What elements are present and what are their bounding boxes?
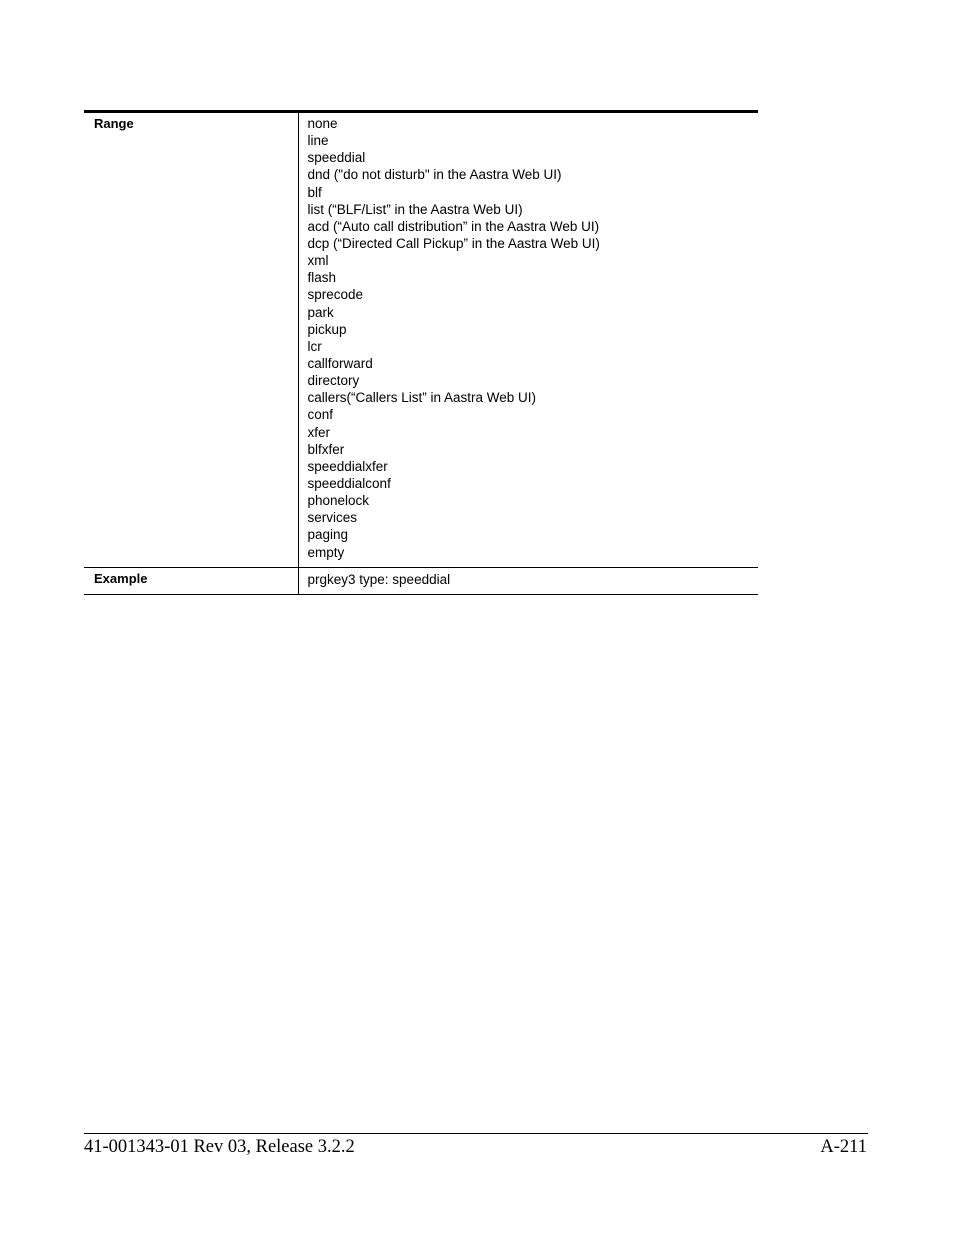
- range-value-item: blf: [307, 184, 322, 200]
- range-value-item: dcp (“Directed Call Pickup” in the Aastra Web UI): [307, 235, 600, 251]
- range-value-item: none: [307, 116, 338, 131]
- range-value-item: speeddialxfer: [307, 458, 388, 474]
- range-value-item: directory: [307, 373, 360, 389]
- range-value-item: callforward: [307, 355, 373, 371]
- range-values-cell: [298, 112, 758, 568]
- range-value-item: speeddialconf: [307, 475, 391, 491]
- range-value-item: phonelock: [307, 493, 370, 509]
- footer-document-id: 41-001343-01 Rev 03, Release 3.2.2: [84, 1137, 355, 1157]
- footer-page-number: A-211: [820, 1137, 867, 1157]
- range-value-item: list (“BLF/List” in the Aastra Web UI): [307, 201, 523, 217]
- range-value-item: services: [307, 510, 358, 526]
- range-value-item: conf: [307, 407, 334, 423]
- range-values-list: [308, 115, 759, 561]
- range-value-item: blfxfer: [307, 441, 345, 457]
- range-value-item: empty: [307, 544, 345, 560]
- example-value: prgkey3 type: speeddial: [298, 567, 758, 594]
- range-value-item: lcr: [307, 338, 322, 354]
- parameter-table: [84, 110, 758, 595]
- range-value-item: sprecode: [307, 287, 364, 303]
- range-value-item: acd (“Auto call distribution” in the Aastra Web UI): [307, 218, 600, 234]
- range-value-item: dnd ("do not disturb" in the Aastra Web UI): [307, 167, 562, 183]
- range-label: Range: [84, 112, 298, 568]
- range-value-item: callers(“Callers List” in Aastra Web UI): [307, 390, 537, 406]
- range-value-item: xml: [307, 253, 329, 269]
- range-value-item: pickup: [307, 321, 347, 337]
- range-value-item: speeddial: [307, 150, 366, 166]
- example-label: Example: [84, 567, 298, 594]
- range-value-item: flash: [307, 270, 337, 286]
- range-value-item: park: [307, 304, 334, 320]
- range-value-item: paging: [307, 527, 349, 543]
- footer-divider: [84, 1133, 868, 1134]
- example-row: [84, 567, 758, 594]
- range-value-item: line: [307, 133, 329, 149]
- range-row: [84, 112, 758, 568]
- range-value-item: xfer: [307, 424, 331, 440]
